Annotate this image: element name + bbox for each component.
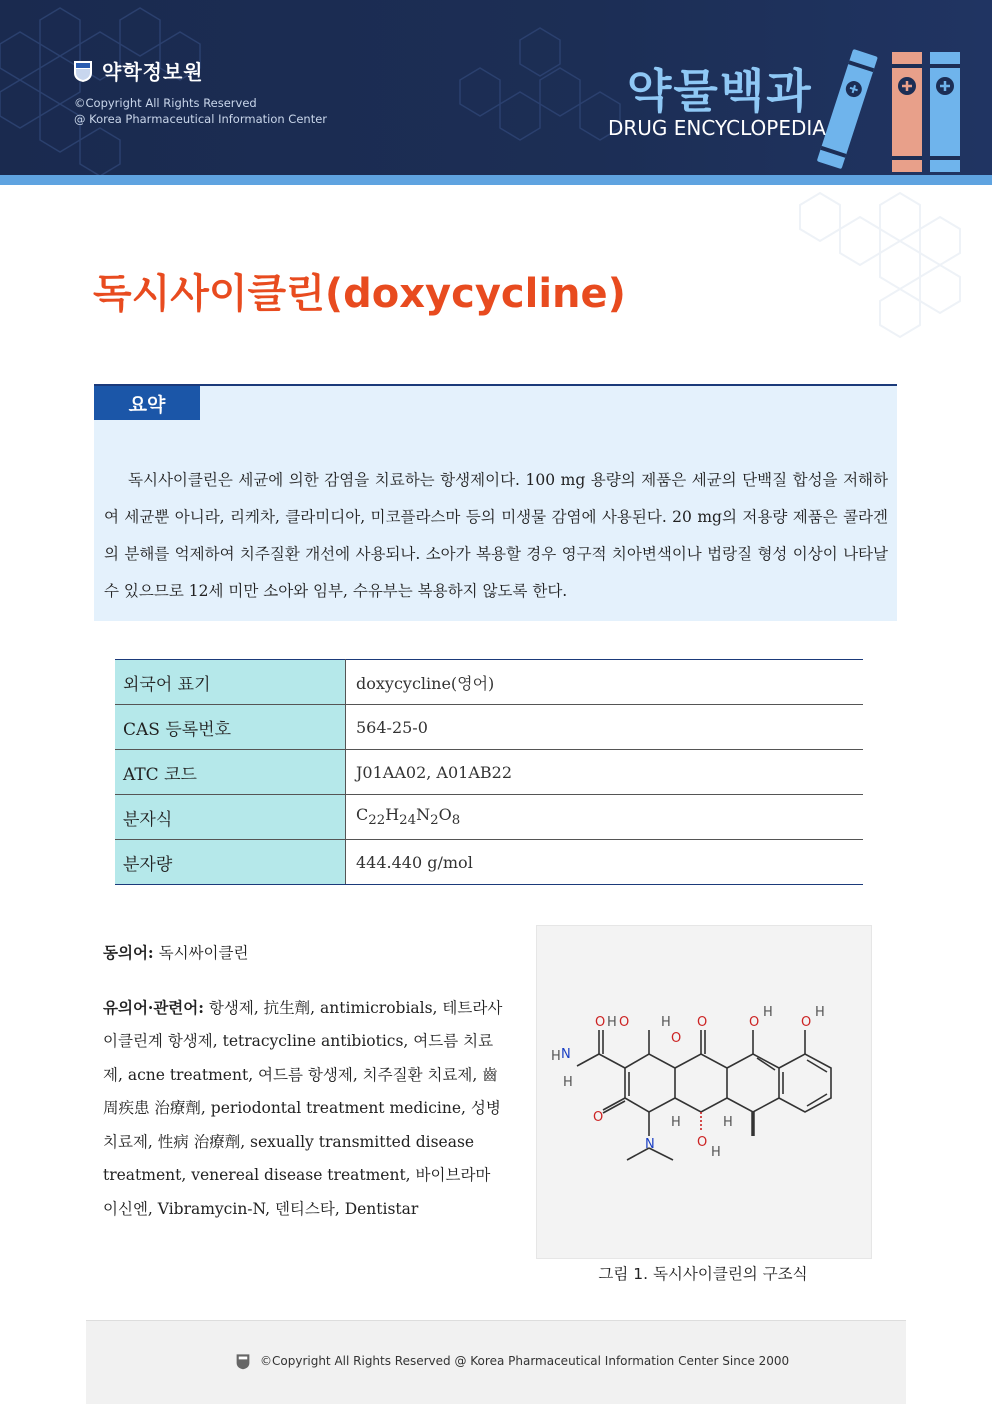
org-name: 약학정보원 [102,60,204,84]
atom-h: H [723,1115,733,1130]
kpic-shield-logo-footer [235,1353,251,1370]
atom-o: O [801,1015,812,1030]
formula-n: N [416,805,431,825]
atom-o: O [697,1135,708,1150]
formula-c-count: 22 [368,813,386,829]
atom-n: N [561,1047,571,1062]
header-copyright-line2: @ Korea Pharmaceutical Information Center [74,112,327,126]
row-value: 564-25-0 [346,705,864,750]
row-value: doxycycline(영어) [346,660,864,705]
figure-caption: 그림 1. 독시사이클린의 구조식 [598,1265,808,1283]
summary-label: 요약 [94,386,200,420]
synonym-value: 독시싸이클린 [158,944,249,962]
table-row [115,705,863,750]
row-key: 분자량 [115,840,346,885]
formula-o-count: 8 [451,813,461,829]
formula-o: O [438,805,452,825]
atom-h: H [563,1075,573,1090]
row-key: ATC 코드 [115,750,346,795]
encyclopedia-title-ko: 약물백과 [627,64,813,118]
table-row [115,750,863,795]
atom-o: O [671,1031,682,1046]
brand [72,56,204,85]
books-icon [812,40,962,175]
atom-h: H [607,1015,617,1030]
atom-h: H [661,1015,671,1030]
atom-o: O [619,1015,630,1030]
atom-h: H [671,1115,681,1130]
row-value: J01AA02, A01AB22 [346,750,864,795]
formula-n-count: 2 [430,813,439,829]
related-value: 항생제, 抗生劑, antimicrobials, 테트라사이클린계 항생제, tetracycline antibiotics, 여드름 치료제, acne treatment, 여드름 항생제, 치주질환 치료제, 齒周疾患 治療劑, periodontal treatment medicine, 성병 치료제, 性病 治療劑, sexually transmitted disease treatment, venereal disease treatment, 바이브라마이신엔, Vibramycin-N, 덴티스타, Dentistar [103,998,503,1218]
formula-h-count: 24 [399,813,417,829]
atom-h: H [711,1145,721,1160]
formula-h: H [385,805,400,825]
related-terms [103,991,503,1227]
atom-h: H [815,1005,825,1020]
row-key: 분자식 [115,795,346,840]
page-title: 독시사이클린(doxycycline) [93,271,626,317]
footer-copyright: ©Copyright All Rights Reserved @ Korea Pharmaceutical Information Center Since 2000 [260,1354,790,1368]
header-copyright-line1: ©Copyright All Rights Reserved [74,96,257,110]
encyclopedia-title-en: DRUG ENCYCLOPEDIA [608,116,826,140]
atom-o: O [749,1015,760,1030]
header-stripe [0,175,992,185]
row-key: 외국어 표기 [115,660,346,705]
hex-pattern-light [760,185,992,365]
summary-text: 독시사이클린은 세균에 의한 감염을 치료하는 항생제이다. 100 mg 용량의 제품은 세균의 단백질 합성을 저해하여 세균뿐 아니라, 리케차, 클라미디아, 미코플라스마 등의 미생물 감염에 사용된다. 20 mg의 저용량 제품은 콜라겐의 분해를 억제하여 치주질환 개선에 사용되나. 소아가 복용할 경우 영구적 치아변색이나 법랑질 형성 이상이 나타날 수 있으므로 12세 미만 소아와 임부, 수유부는 복용하지 않도록 한다. [104,471,888,600]
row-value: 444.440 g/mol [346,840,864,885]
doxycycline-structure-image [537,926,871,1258]
atom-o: O [593,1110,604,1125]
atom-o: O [595,1015,606,1030]
synonyms-section [103,936,503,1226]
atom-o: O [697,1015,708,1030]
table-row [115,795,863,840]
atom-h: H [763,1005,773,1020]
table-row [115,840,863,885]
drug-info-table [115,659,863,885]
summary-box [94,384,897,621]
related-label: 유의어·관련어: [103,997,204,1017]
formula-c: C [356,805,369,825]
atom-n: N [645,1137,655,1152]
kpic-shield-logo [72,59,94,83]
molecular-formula [346,795,864,840]
page-header [0,0,992,175]
row-key: CAS 등록번호 [115,705,346,750]
synonym-label: 동의어: [103,943,154,962]
synonym-line [103,936,503,971]
structure-figure [536,925,872,1259]
table-row [115,660,863,705]
atom-h: H [551,1049,561,1064]
